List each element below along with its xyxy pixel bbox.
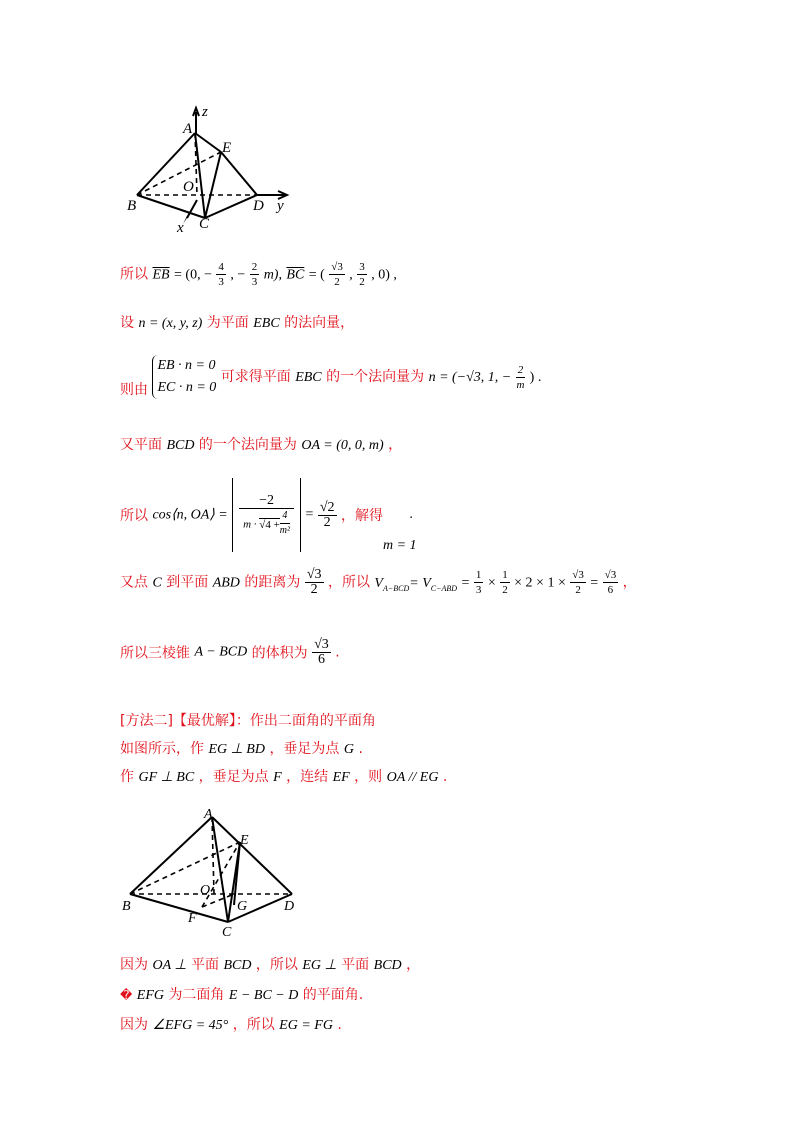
text-suffix: 的法向量， — [284, 315, 355, 331]
label-z: z — [202, 104, 208, 120]
times: × — [487, 575, 496, 591]
volume-expression: $V_{A-BCD}= V_{C-ABD}$ — [374, 575, 458, 593]
para-construct-gf — [120, 766, 447, 786]
text-plane-2: 平面 — [341, 957, 370, 973]
equals-2: = — [590, 575, 599, 591]
frac-distance: $\frac{√3}{2}$ — [306, 567, 322, 597]
text-prefix: 因为 — [120, 1017, 148, 1033]
para-dihedral-angle — [120, 984, 363, 1004]
eg-perp: EG ⊥ — [302, 958, 337, 973]
label-E: E — [222, 140, 232, 156]
text-prefix: 又平面 — [120, 437, 162, 453]
edge-BC — [130, 894, 228, 922]
text-solve: ，解得 — [340, 508, 383, 524]
equation-1: EB · n = 0 — [157, 358, 216, 373]
period: . — [409, 507, 413, 522]
equals: = — [461, 575, 470, 591]
text-tail: . — [335, 644, 340, 661]
oa-perp: OA ⊥ — [152, 958, 187, 973]
n-value-end: ) . — [529, 370, 542, 385]
point-g: G — [343, 742, 355, 757]
label-A: A — [183, 121, 193, 137]
edge-AD — [212, 817, 292, 894]
cos-expression: cos⟨n, OA⟩ = — [152, 507, 228, 523]
equation-system — [152, 355, 216, 399]
point-f: F — [273, 770, 282, 785]
text-prefix: 所以三棱锥 — [120, 645, 190, 662]
label-x: x — [177, 220, 184, 235]
text-tail: 的平面角. — [302, 987, 364, 1003]
frac-4-3: $\frac{4}{3}$ — [218, 261, 224, 288]
figure-2-dihedral-diagram — [122, 802, 307, 937]
gf-perp-bc: GF ⊥ BC — [138, 770, 195, 785]
label-C: C — [222, 925, 232, 937]
edge-AE — [195, 133, 221, 152]
text-mid2: 的距离为 — [244, 574, 301, 591]
angle-45: ∠EFG = 45° — [152, 1018, 229, 1033]
para-angle-45 — [120, 1014, 342, 1034]
edge-CD — [205, 195, 257, 218]
label-O: O — [200, 883, 211, 898]
para-system-solve — [120, 355, 541, 399]
n-vector: n = (x, y, z) — [138, 316, 203, 331]
label-F: F — [188, 911, 197, 926]
frac-sqrt3-6: $\frac{√3}{6}$ — [604, 569, 617, 596]
edge-ED — [221, 152, 257, 195]
label-y: y — [277, 198, 284, 214]
text-tail: ， — [622, 574, 637, 591]
m-equals-1: m = 1 — [383, 538, 417, 553]
eg-equals-fg: EG = FG — [279, 1018, 333, 1033]
n-value: n = (−√3, 1, − — [428, 370, 512, 385]
text-tail: . — [442, 769, 448, 785]
cos-fraction — [239, 494, 294, 538]
frac-sqrt3-2: $\frac{√3}{2}$ — [331, 261, 343, 288]
text-mid: 的一个法向量为 — [198, 437, 297, 453]
edge-BC — [137, 195, 205, 218]
frac-2-3: $\frac{2}{3}$ — [251, 261, 258, 288]
para-perpendicular — [120, 954, 420, 974]
text-mid: 为平面 — [206, 315, 249, 331]
text-mid: 为二面角 — [168, 987, 225, 1003]
plane-ebc: EBC — [253, 316, 280, 331]
plane-abd: ABD — [212, 575, 240, 591]
frac-1-2: $\frac{1}{2}$ — [502, 569, 508, 596]
oa-vector: OA = (0, 0, m) — [301, 438, 384, 453]
plane-bcd: BCD — [166, 438, 195, 453]
plane-bcd-2: BCD — [373, 958, 402, 973]
text-so: ，所以 — [255, 957, 298, 973]
equation-2: EC · n = 0 — [157, 380, 217, 395]
frac-2-m: $\frac{2}{m}$ — [516, 363, 525, 391]
text-prefix: 所以 — [120, 508, 148, 524]
para-construct-eg — [120, 738, 363, 758]
label-B: B — [127, 198, 137, 214]
para-cosine — [120, 478, 413, 552]
label-C: C — [199, 216, 210, 232]
times-2-1: × 2 × 1 × — [514, 575, 566, 591]
bc-comma: , — [349, 267, 353, 283]
frac-sqrt3-2: $\frac{√3}{2}$ — [572, 569, 584, 596]
label-D: D — [284, 899, 295, 914]
frac-1-3: $\frac{1}{3}$ — [475, 569, 482, 596]
frac-sqrt2-2: $\frac{√2}{2}$ — [319, 499, 335, 530]
text-mid3: ，则 — [354, 769, 383, 785]
edge-BE-dashed — [137, 152, 221, 195]
text-mid: ，垂足为点 — [269, 741, 340, 757]
oa-parallel-eg: OA // EG — [386, 770, 439, 785]
label-G: G — [237, 899, 248, 914]
text-tail: ， — [388, 437, 403, 453]
eb-value-start: = (0, − — [174, 267, 212, 283]
para-normal-vector-def — [120, 312, 354, 332]
label-E: E — [240, 833, 249, 848]
plane-bcd-1: BCD — [223, 958, 252, 973]
plane-ebc: EBC — [295, 370, 322, 385]
edge-AC — [212, 817, 228, 922]
text-plane-1: 平面 — [191, 957, 220, 973]
label-O: O — [183, 179, 194, 195]
text-prefix: 如图所示，作 — [120, 741, 204, 757]
frac-3-2: $\frac{3}{2}$ — [359, 261, 365, 288]
angle-efg: EFG — [136, 988, 164, 1003]
text-mid: 到平面 — [166, 574, 209, 591]
edge-EC — [205, 152, 221, 218]
abs-value-box — [232, 478, 301, 552]
edge-AC — [195, 133, 205, 218]
text-prefix: 设 — [120, 315, 134, 331]
eb-value-mid: , − — [230, 267, 246, 283]
eb-value-m: m), — [263, 267, 282, 283]
para-volume-calc — [120, 568, 637, 597]
text-tail: . — [337, 1017, 342, 1033]
frac-volume: $\frac{√3}{6}$ — [314, 637, 329, 667]
segment-ef: EF — [332, 770, 350, 785]
text-mid: ，所以 — [232, 1017, 275, 1033]
text-tail: . — [358, 741, 363, 757]
text-mid: 的体积为 — [251, 645, 308, 662]
dihedral-expr: E − BC − D — [228, 988, 299, 1003]
para-volume-result — [120, 638, 340, 667]
eg-perp-bd: EG ⊥ BD — [208, 742, 265, 757]
missing-glyph: � — [120, 988, 133, 1002]
cos-numerator: −2 — [239, 494, 294, 509]
text-prefix: 作 — [120, 769, 134, 785]
label-A: A — [204, 807, 213, 822]
text-mid2: ，连结 — [286, 769, 329, 785]
cos-denominator: m · √4 + $\frac{4}{\text{m²}}$ — [243, 510, 291, 536]
method-two-heading: [方法二]【最优解】：作出二面角的平面角 — [120, 713, 376, 729]
text-tail: ， — [406, 957, 421, 973]
text-mid: 可求得平面 — [220, 369, 291, 385]
para-plane-bcd-normal — [120, 434, 402, 454]
para-vectors-eb-bc — [120, 260, 397, 289]
text-prefix: 因为 — [120, 957, 148, 973]
bc-value-start: = ( — [308, 267, 325, 283]
label-D: D — [253, 198, 264, 214]
figure-1-coordinate-diagram — [125, 100, 295, 235]
text-mid: ，垂足为点 — [198, 769, 269, 785]
tetrahedron-name: A − BCD — [194, 644, 248, 660]
text-prefix: 所以 — [120, 266, 148, 283]
vec-eb: $\overline{EB}$ — [152, 267, 170, 283]
text-prefix: 又点 — [120, 574, 148, 591]
vec-bc: $\overline{BC}$ — [286, 267, 305, 283]
bc-value-end: , 0) , — [371, 267, 397, 283]
point-c: C — [152, 575, 162, 591]
text-prefix: 则由 — [120, 382, 148, 398]
equals: = — [305, 507, 314, 522]
text-mid3: ，所以 — [327, 574, 370, 591]
label-B: B — [122, 899, 131, 914]
text-mid2: 的一个法向量为 — [326, 369, 425, 385]
